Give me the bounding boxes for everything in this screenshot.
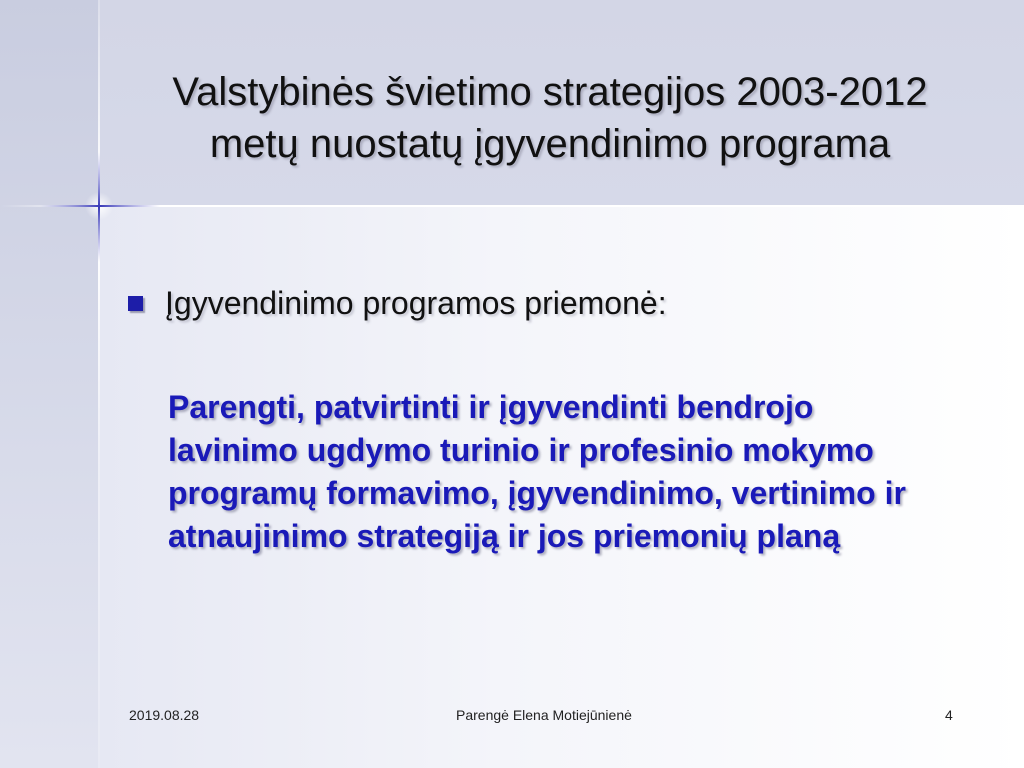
sub-paragraph-line-4: atnaujinimo strategiją ir jos priemonių planą — [168, 518, 841, 554]
sub-paragraph — [168, 386, 968, 558]
slide-title-line-1: Valstybinės švietimo strategijos 2003-2012 — [172, 70, 928, 114]
square-bullet-icon — [128, 296, 143, 311]
bullet-text: Įgyvendinimo programos priemonė: — [165, 284, 667, 321]
slide-title-line-2: metų nuostatų įgyvendinimo programa — [209, 122, 891, 166]
left-decor-strip — [0, 0, 98, 768]
vertical-accent-line — [98, 0, 100, 768]
sub-paragraph-line-1: Parengti, patvirtinti ir įgyvendinti bendrojo — [168, 389, 814, 425]
footer-author: Parengė Elena Motiejūnienė — [456, 707, 632, 723]
footer-date: 2019.08.28 — [129, 707, 200, 723]
sub-paragraph-line-2: lavinimo ugdymo turinio ir profesinio mokymo — [168, 432, 874, 468]
slide-title — [120, 66, 980, 170]
footer-page-number: 4 — [945, 707, 953, 723]
bullet-item — [128, 281, 667, 325]
sub-paragraph-line-3: programų formavimo, įgyvendinimo, vertinimo ir — [168, 475, 906, 511]
